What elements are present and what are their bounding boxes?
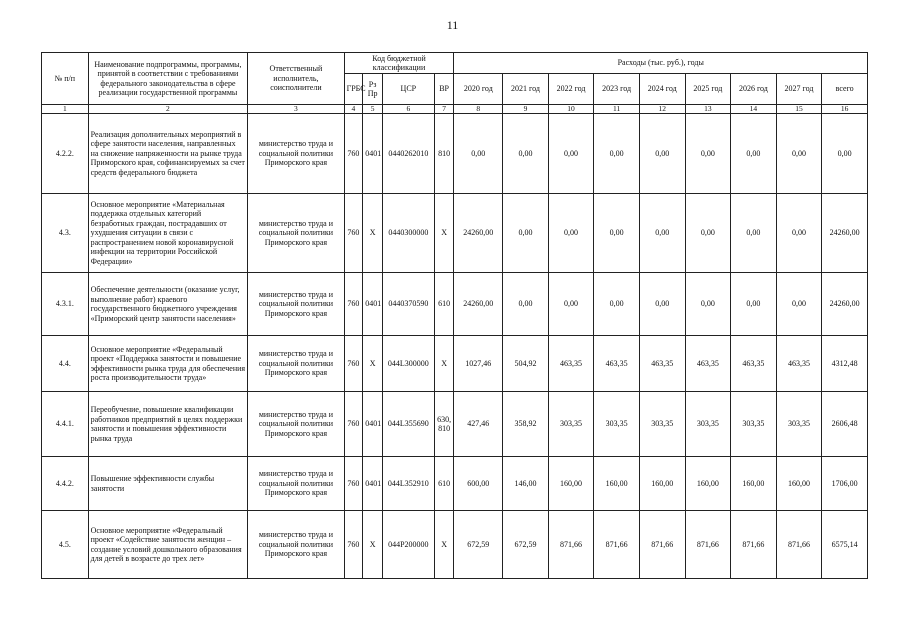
row-executor: министерство труда и социальной политики Приморского края	[248, 511, 344, 579]
row-vr: 630, 810	[434, 392, 454, 457]
row-value: 463,35	[685, 336, 731, 392]
row-total: 24260,00	[822, 273, 868, 336]
column-number: 9	[503, 105, 549, 114]
row-value: 871,66	[776, 511, 822, 579]
table-row	[42, 194, 868, 273]
row-value: 303,35	[639, 392, 685, 457]
header-total: всего	[822, 74, 868, 105]
row-rzpr: Х	[363, 336, 383, 392]
header-row	[42, 53, 868, 74]
row-value: 1027,46	[454, 336, 503, 392]
column-number: 12	[639, 105, 685, 114]
table-row	[42, 511, 868, 579]
row-value: 0,00	[776, 273, 822, 336]
row-value: 303,35	[685, 392, 731, 457]
row-num: 4.5.	[42, 511, 89, 579]
row-value: 303,35	[731, 392, 777, 457]
row-executor: министерство труда и социальной политики Приморского края	[248, 114, 344, 194]
row-value: 0,00	[685, 194, 731, 273]
row-name: Реализация дополнительных мероприятий в сфере занятости населения, направленных на снижение напряженности на рынке труда Приморского края, софинансируемых за счет средств федерального бюджета	[88, 114, 248, 194]
header-expenses-group: Расходы (тыс. руб.), годы	[454, 53, 868, 74]
row-grbs: 760	[344, 194, 363, 273]
row-value: 24260,00	[454, 194, 503, 273]
row-value: 160,00	[776, 457, 822, 511]
row-value: 0,00	[639, 114, 685, 194]
header-year: 2023 год	[594, 74, 640, 105]
row-csr: 0440300000	[382, 194, 434, 273]
row-rzpr: 0401	[363, 114, 383, 194]
row-rzpr: 0401	[363, 392, 383, 457]
page-number: 11	[446, 18, 459, 32]
row-value: 146,00	[503, 457, 549, 511]
row-csr: 0440370590	[382, 273, 434, 336]
table-row	[42, 273, 868, 336]
header-grbs: ГРБС	[344, 74, 363, 105]
row-executor: министерство труда и социальной политики Приморского края	[248, 392, 344, 457]
table-row	[42, 114, 868, 194]
row-total: 24260,00	[822, 194, 868, 273]
row-value: 303,35	[548, 392, 594, 457]
row-csr: 044L300000	[382, 336, 434, 392]
row-value: 427,46	[454, 392, 503, 457]
row-value: 160,00	[594, 457, 640, 511]
row-vr: 810	[434, 114, 454, 194]
row-value: 160,00	[685, 457, 731, 511]
row-value: 303,35	[776, 392, 822, 457]
row-value: 0,00	[548, 114, 594, 194]
row-value: 504,92	[503, 336, 549, 392]
row-value: 0,00	[685, 273, 731, 336]
row-value: 0,00	[503, 114, 549, 194]
row-value: 0,00	[776, 114, 822, 194]
row-grbs: 760	[344, 273, 363, 336]
row-value: 0,00	[454, 114, 503, 194]
row-grbs: 760	[344, 336, 363, 392]
row-total: 0,00	[822, 114, 868, 194]
row-name: Основное мероприятие «Материальная поддержка отдельных категорий безработных граждан, пострадавших от ухудшения ситуации в связи с распространением новой коронавирусной инфекции на территории Российской Федерации»	[88, 194, 248, 273]
row-value: 600,00	[454, 457, 503, 511]
header-year: 2024 год	[639, 74, 685, 105]
row-vr: 610	[434, 273, 454, 336]
column-number: 10	[548, 105, 594, 114]
row-executor: министерство труда и социальной политики Приморского края	[248, 273, 344, 336]
column-number: 14	[731, 105, 777, 114]
row-value: 672,59	[503, 511, 549, 579]
row-value: 160,00	[639, 457, 685, 511]
row-value: 0,00	[731, 194, 777, 273]
row-name: Основное мероприятие «Федеральный проект «Поддержка занятости и повышение эффективности рынка труда для обеспечения роста производительности труда»	[88, 336, 248, 392]
row-executor: министерство труда и социальной политики Приморского края	[248, 194, 344, 273]
table-row	[42, 336, 868, 392]
column-number: 16	[822, 105, 868, 114]
row-value: 463,35	[639, 336, 685, 392]
column-number: 6	[382, 105, 434, 114]
row-value: 160,00	[548, 457, 594, 511]
row-value: 463,35	[548, 336, 594, 392]
row-value: 871,66	[548, 511, 594, 579]
row-num: 4.3.1.	[42, 273, 89, 336]
row-num: 4.4.1.	[42, 392, 89, 457]
row-total: 2606,48	[822, 392, 868, 457]
row-vr: Х	[434, 511, 454, 579]
header-year: 2022 год	[548, 74, 594, 105]
row-name: Основное мероприятие «Федеральный проект «Содействие занятости женщин – создание условий дошкольного образования для детей в возрасте до трех лет»	[88, 511, 248, 579]
header-executor: Ответственный исполнитель, соисполнители	[248, 53, 344, 105]
row-grbs: 760	[344, 114, 363, 194]
row-total: 1706,00	[822, 457, 868, 511]
header-year: 2025 год	[685, 74, 731, 105]
row-csr: 044L355690	[382, 392, 434, 457]
header-year: 2020 год	[454, 74, 503, 105]
header-code-group: Код бюджетной классификации	[344, 53, 454, 74]
row-vr: Х	[434, 336, 454, 392]
row-value: 0,00	[685, 114, 731, 194]
row-value: 0,00	[548, 194, 594, 273]
row-num: 4.4.	[42, 336, 89, 392]
header-vr: ВР	[434, 74, 454, 105]
row-vr: Х	[434, 194, 454, 273]
table-row	[42, 457, 868, 511]
row-rzpr: 0401	[363, 273, 383, 336]
column-number: 1	[42, 105, 89, 114]
header-year: 2026 год	[731, 74, 777, 105]
row-value: 24260,00	[454, 273, 503, 336]
row-value: 0,00	[639, 273, 685, 336]
row-value: 463,35	[776, 336, 822, 392]
row-value: 0,00	[503, 273, 549, 336]
row-value: 0,00	[548, 273, 594, 336]
table-row	[42, 392, 868, 457]
budget-expenses-table	[41, 52, 868, 579]
row-vr: 610	[434, 457, 454, 511]
row-csr: 044Р200000	[382, 511, 434, 579]
column-number: 8	[454, 105, 503, 114]
row-value: 0,00	[594, 273, 640, 336]
row-value: 303,35	[594, 392, 640, 457]
row-name: Повышение эффективности службы занятости	[88, 457, 248, 511]
row-value: 871,66	[639, 511, 685, 579]
row-total: 4312,48	[822, 336, 868, 392]
row-name: Переобучение, повышение квалификации работников предприятий в целях поддержки занятости и повышения эффективности рынка труда	[88, 392, 248, 457]
row-value: 871,66	[731, 511, 777, 579]
row-value: 0,00	[594, 194, 640, 273]
row-name: Обеспечение деятельности (оказание услуг, выполнение работ) краевого государственного бюджетного учреждения «Приморский центр занятости населения»	[88, 273, 248, 336]
column-number: 13	[685, 105, 731, 114]
column-number: 4	[344, 105, 363, 114]
row-value: 0,00	[639, 194, 685, 273]
row-value: 463,35	[594, 336, 640, 392]
row-value: 0,00	[503, 194, 549, 273]
column-number: 5	[363, 105, 383, 114]
row-rzpr: 0401	[363, 457, 383, 511]
row-num: 4.2.2.	[42, 114, 89, 194]
column-number: 3	[248, 105, 344, 114]
row-value: 463,35	[731, 336, 777, 392]
row-num: 4.4.2.	[42, 457, 89, 511]
column-number: 2	[88, 105, 248, 114]
row-value: 0,00	[594, 114, 640, 194]
row-csr: 0440262010	[382, 114, 434, 194]
header-csr: ЦСР	[382, 74, 434, 105]
column-number-row	[42, 105, 868, 114]
row-executor: министерство труда и социальной политики Приморского края	[248, 336, 344, 392]
row-grbs: 760	[344, 392, 363, 457]
row-grbs: 760	[344, 511, 363, 579]
row-value: 0,00	[731, 114, 777, 194]
row-num: 4.3.	[42, 194, 89, 273]
row-value: 160,00	[731, 457, 777, 511]
header-rzpr: Рз Пр	[363, 74, 383, 105]
row-total: 6575,14	[822, 511, 868, 579]
row-grbs: 760	[344, 457, 363, 511]
header-year: 2027 год	[776, 74, 822, 105]
header-num: № п/п	[42, 53, 89, 105]
row-value: 871,66	[685, 511, 731, 579]
row-value: 672,59	[454, 511, 503, 579]
row-value: 358,92	[503, 392, 549, 457]
column-number: 7	[434, 105, 454, 114]
row-value: 0,00	[731, 273, 777, 336]
header-year: 2021 год	[503, 74, 549, 105]
header-name: Наименование подпрограммы, программы, принятой в соответствии с требованиями федерального законодательства в сфере реализации государственной программы	[88, 53, 248, 105]
row-rzpr: Х	[363, 511, 383, 579]
row-value: 0,00	[776, 194, 822, 273]
row-rzpr: Х	[363, 194, 383, 273]
row-csr: 044L352910	[382, 457, 434, 511]
row-value: 871,66	[594, 511, 640, 579]
column-number: 11	[594, 105, 640, 114]
row-executor: министерство труда и социальной политики Приморского края	[248, 457, 344, 511]
column-number: 15	[776, 105, 822, 114]
